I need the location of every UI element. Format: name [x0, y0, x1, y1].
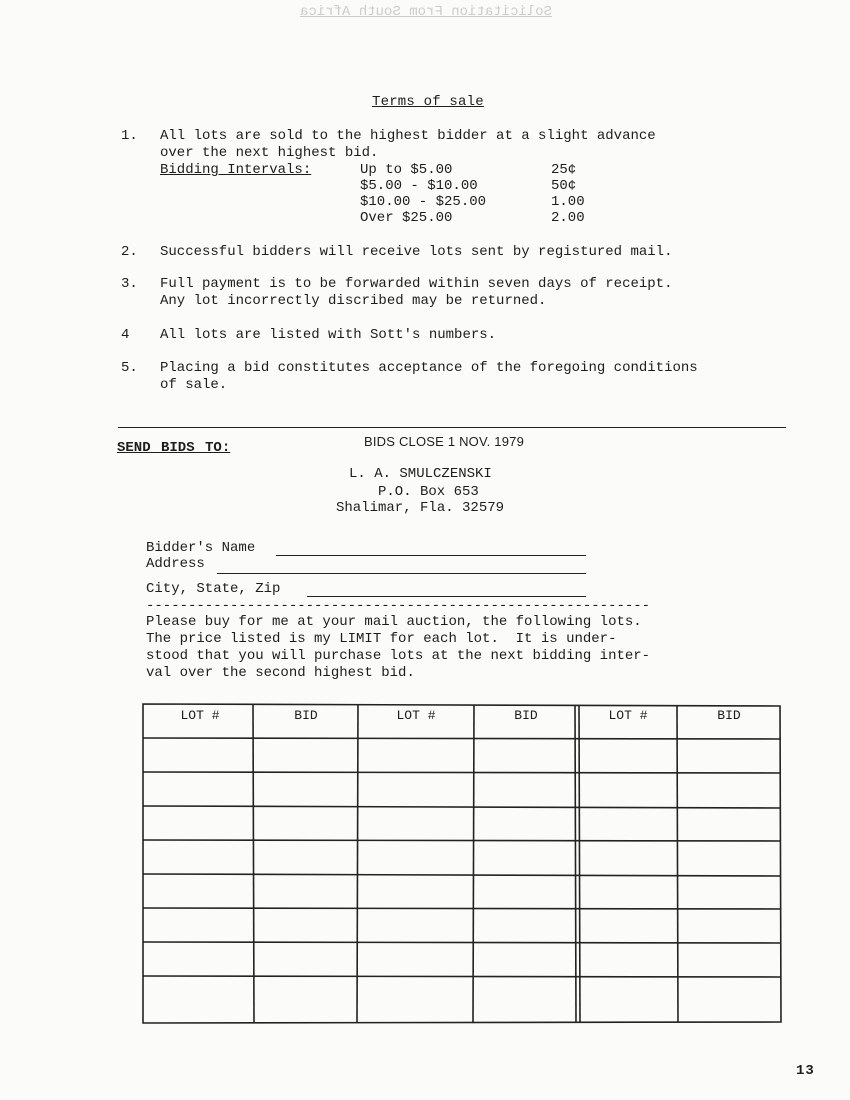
column-header-bid: BID	[514, 708, 538, 723]
rule-text: All lots are listed with Sott's numbers.	[160, 327, 497, 343]
dashed-separator: ------------------------------------------------------------	[146, 598, 651, 614]
bid-table	[142, 702, 782, 1024]
rule-text: Placing a bid constitutes acceptance of the foregoing conditions of sale.	[160, 360, 698, 393]
address-name: L. A. SMULCZENSKI	[349, 466, 492, 482]
interval-range: $5.00 - $10.00	[360, 178, 478, 194]
address-city: Shalimar, Fla. 32579	[336, 500, 505, 516]
rule-text: Full payment is to be forwarded within seven days of receipt. Any lot incorrectly discribed may be returned.	[160, 276, 673, 309]
interval-amount: 25¢	[551, 162, 577, 178]
column-header-lot: LOT #	[396, 708, 436, 723]
bidder-name-field[interactable]	[276, 555, 586, 556]
bid-table-grid	[142, 702, 782, 1024]
bidder-name-label: Bidder's Name	[146, 540, 256, 556]
bid-instructions: Please buy for me at your mail auction, the following lots. The price listed is my LIMIT for each lot. It is under- stood that you will purchase lots at the next bidding inter- val over the second highest bid.	[146, 614, 651, 681]
column-header-bid: BID	[717, 708, 741, 723]
rule-number: 3.	[121, 276, 138, 292]
city-state-zip-field[interactable]	[307, 596, 586, 597]
rule-number: 1.	[121, 128, 138, 144]
column-header-lot: LOT #	[608, 708, 648, 723]
address-field[interactable]	[217, 573, 586, 574]
send-bids-label: SEND BIDS TO:	[117, 440, 231, 456]
bids-close-stamp: BIDS CLOSE 1 NOV. 1979	[364, 434, 525, 449]
page-number: 13	[796, 1063, 815, 1079]
divider	[118, 427, 786, 428]
rule-number: 4	[121, 327, 130, 343]
interval-range: Over $25.00	[360, 210, 453, 226]
bidding-intervals-label: Bidding Intervals:	[160, 162, 312, 178]
rule-text: All lots are sold to the highest bidder at a slight advance over the next highest bid.	[160, 128, 656, 161]
city-state-zip-label: City, State, Zip	[146, 581, 281, 597]
rule-text: Successful bidders will receive lots sent by registured mail.	[160, 244, 673, 260]
terms-title: Terms of sale	[372, 94, 484, 110]
address-box: P.O. Box 653	[378, 484, 479, 500]
address-label: Address	[146, 556, 205, 572]
rule-number: 5.	[121, 360, 138, 376]
column-header-lot: LOT #	[180, 708, 220, 723]
interval-amount: 2.00	[551, 210, 585, 226]
bleed-through-header: Solicitation From South Africa	[300, 4, 553, 20]
interval-amount: 50¢	[551, 178, 577, 194]
interval-range: Up to $5.00	[360, 162, 453, 178]
interval-range: $10.00 - $25.00	[360, 194, 487, 210]
column-header-bid: BID	[294, 708, 318, 723]
interval-amount: 1.00	[551, 194, 585, 210]
rule-number: 2.	[121, 244, 138, 260]
